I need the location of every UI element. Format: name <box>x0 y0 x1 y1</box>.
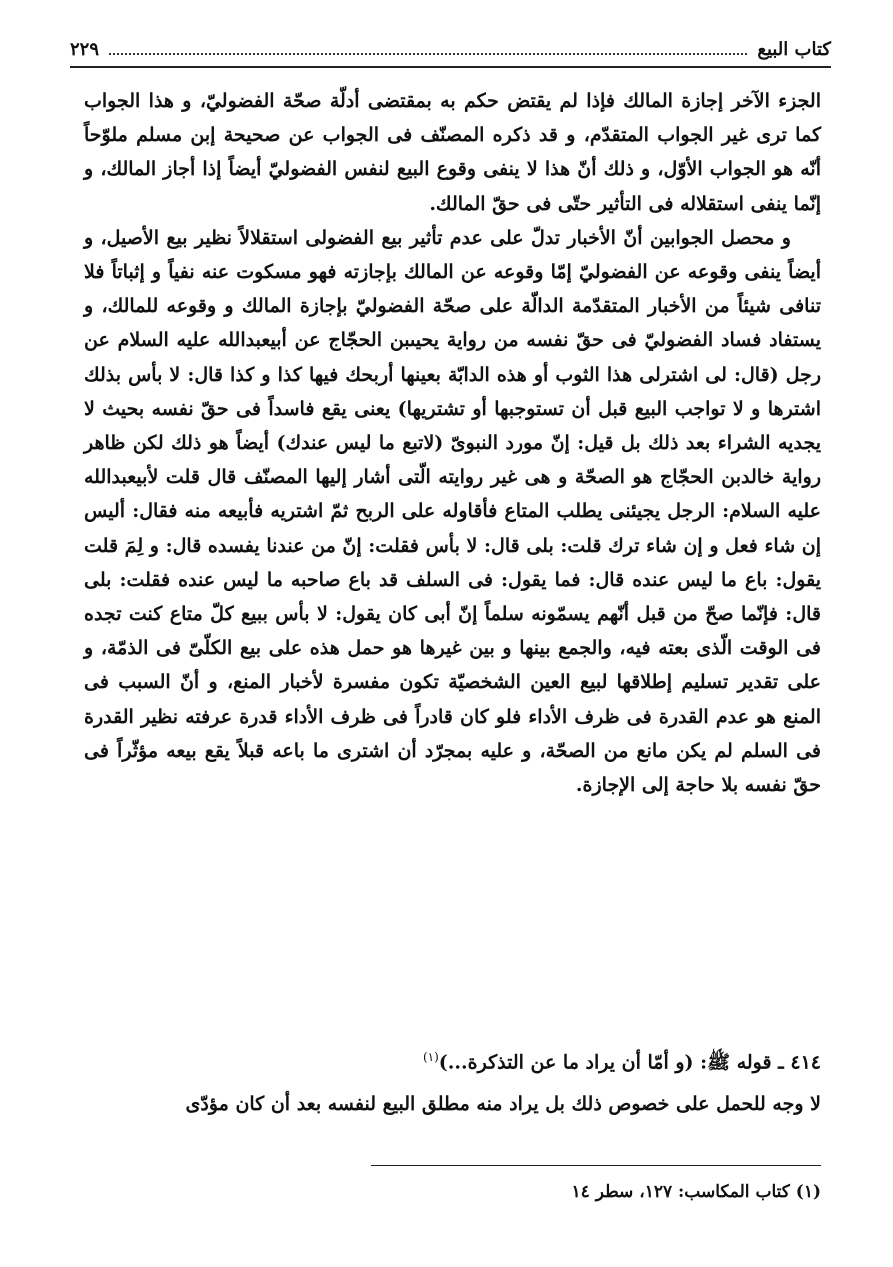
header-title: كتاب البيع <box>757 38 831 60</box>
header-dot-leader <box>109 43 747 55</box>
footnote-marker: (١) <box>422 1050 439 1064</box>
page-number: ٢٢٩ <box>70 38 100 60</box>
paragraph-1: الجزء الآخر إجازة المالك فإذا لم يقتض حكم به بمقتضى أدلّة صحّة الفضوليّ، و هذا الجواب كما ترى غير الجواب المتقدّم، و قد ذكره المصنّف فى الجواب عن صحيحة إبن مسلم ملوّحاً أنّه هو الجواب الأوّل، و ذلك أنّ هذا لا ينفى وقوع البيع لنفس الفضوليّ أيضاً إذا أجاز المالك، و إنّما ينفى استقلاله فى التأثير حتّى فى حقّ المالك. <box>84 90 821 215</box>
section-text: لا وجه للحمل على خصوص ذلك بل يراد منه مطلق البيع لنفسه بعد أن كان مؤدّى <box>185 1093 821 1116</box>
main-text <box>84 84 821 802</box>
header-rule <box>70 66 831 68</box>
footnote: (١) كتاب المكاسب: ١٢٧، سطر ١٤ <box>571 1182 821 1202</box>
section-heading <box>84 1036 821 1083</box>
section-heading-text: ٤١٤ ـ قوله ﷺ: (و أمّا أن يراد ما عن التذكرة...) <box>438 1051 821 1074</box>
footnote-rule <box>371 1165 821 1166</box>
running-header <box>70 34 831 64</box>
paragraph-2: و محصل الجوابين أنّ الأخبار تدلّ على عدم تأثير بيع الفضولى استقلالاً نظير بيع الأصيل، و أيضاً ينفى وقوعه عن الفضوليّ إمّا وقوعه عن المالك بإجازته فهو مسكوت عنه نفياً و إثباتاً فلا تنافى شيئاً من الأخبار المتقدّمة الدالّة على صحّة الفضوليّ بإجازة المالك و وقوعه للمالك، و يستفاد فساد الفضوليّ فى حقّ نفسه من رواية يحيىبن الحجّاج عن أبيعبدالله عليه السلام عن رجل (قال: لى اشترلى هذا الثوب أو هذه الدابّة بعينها أربحك فيها كذا و كذا قال: لا بأس بذلك اشترها و لا تواجب البيع قبل أن تستوجبها أو تشتريها) يعنى يقع فاسداً فى حقّ نفسه بحيث لا يجديه الشراء بعد ذلك بل قيل: إنّ مورد النبوىّ (لاتبع ما ليس عندك) أيضاً هو ذلك لكن ظاهر رواية خالدبن الحجّاج هو الصحّة و هى غير روايته الّتى أشار إليها المصنّف قال قلت لأبيعبدالله عليه السلام: الرجل يجيئنى يطلب المتاع فأقاوله على الربح ثمّ اشتريه فأبيعه منه فقال: أليس إن شاء فعل و إن شاء ترك قلت: بلى قال: لا بأس فقلت: إنّ من عندنا يفسده قال: و لِمَ قلت يقول: باع ما ليس عنده قال: فما يقول: فى السلف قد باع صاحبه ما ليس عنده فقلت: بلى قال: فإنّما صحّ من قبل أنّهم يسمّونه سلماً إنّ أبى كان يقول: لا بأس ببيع كلّ متاع كنت تجده فى الوقت الّذى بعته فيه، والجمع بينها و بين غيرها هو حمل هذه على بيع الكلّىّ فى الذمّة، و على تقدير تسليم إطلاقها لبيع العين الشخصيّة تكون مفسرة لأخبار المنع، و أنّ السبب فى المنع هو عدم القدرة فى ظرف الأداء فلو كان قادراً فى ظرف الأداء قدرة عرفته نظير القدرة فى السلم لم يكن مانع من الصحّة، و عليه بمجرّد أن اشترى ما باعه قبلاً يقع بيعه مؤثّراً فى حقّ نفسه بلا حاجة إلى الإجازة. <box>84 226 821 797</box>
commentary-section <box>84 1036 821 1125</box>
